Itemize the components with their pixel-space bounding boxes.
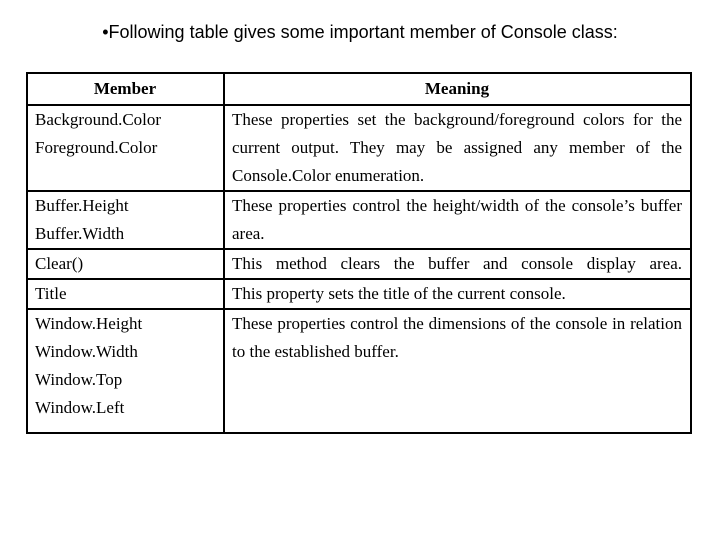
table-row <box>27 249 691 279</box>
member-name: Window.Top <box>35 370 123 389</box>
table-row <box>27 279 691 309</box>
member-name: Buffer.Height <box>35 196 129 215</box>
member-cell <box>27 191 224 249</box>
member-name: Foreground.Color <box>35 138 158 157</box>
member-column-header: Member <box>27 73 224 105</box>
member-name: Window.Height <box>35 314 143 333</box>
meaning-cell: These properties control the dimensions of the console in relation to the established buffer. <box>224 309 691 433</box>
member-name: Background.Color <box>35 110 162 129</box>
member-cell <box>27 105 224 191</box>
member-cell <box>27 279 224 309</box>
member-cell <box>27 249 224 279</box>
meaning-cell: These properties control the height/width of the console’s buffer area. <box>224 191 691 249</box>
meaning-column-header: Meaning <box>224 73 691 105</box>
table-row <box>27 309 691 433</box>
table-row <box>27 191 691 249</box>
member-name: Title <box>35 284 67 303</box>
member-name: Window.Width <box>35 342 138 361</box>
meaning-cell: These properties set the background/foreground colors for the current output. They may be assigned any member of the Console.Color enumeration. <box>224 105 691 191</box>
table-header-row <box>27 73 691 105</box>
table-row <box>27 105 691 191</box>
console-members-table <box>26 72 692 434</box>
member-name: Window.Left <box>35 398 125 417</box>
member-name: Buffer.Width <box>35 224 125 243</box>
slide-heading: •Following table gives some important member of Console class: <box>102 22 618 42</box>
member-cell <box>27 309 224 433</box>
meaning-cell: This property sets the title of the current console. <box>224 279 691 309</box>
member-name: Clear() <box>35 254 84 273</box>
meaning-cell: This method clears the buffer and console display area. <box>224 249 691 279</box>
